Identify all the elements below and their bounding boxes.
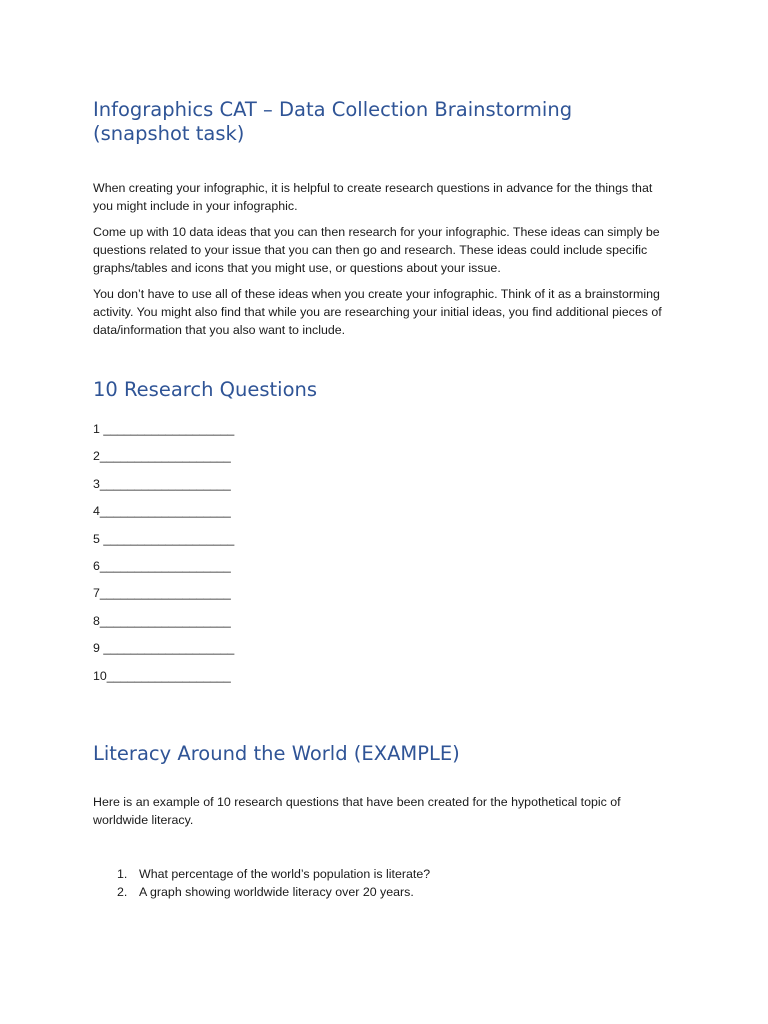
research-question-blank-1: 1 ___________________ <box>93 422 235 436</box>
research-question-blank-6: 6___________________ <box>93 558 231 573</box>
example-intro-paragraph: Here is an example of 10 research questions that have been created for the hypothetical topic of worldwide literacy. <box>93 794 621 827</box>
example-question-text: What percentage of the world’s population is literate? <box>139 866 431 881</box>
research-question-blank-8: 8___________________ <box>93 613 231 628</box>
research-question-blank-5: 5 ___________________ <box>93 531 235 546</box>
research-question-blank-3: 3___________________ <box>93 476 231 491</box>
example-question-number: 1. <box>117 866 128 881</box>
intro-paragraph-1: When creating your infographic, it is helpful to create research questions in advance for the things that you might include in your infographic. <box>93 181 653 213</box>
document-title: Infographics CAT – Data Collection Brainstorming (snapshot task) <box>93 98 573 145</box>
research-questions-list <box>93 420 673 694</box>
document-page <box>93 98 673 901</box>
example-question-number: 2. <box>117 884 128 899</box>
research-question-blank-7: 7___________________ <box>93 586 231 601</box>
intro-paragraph-3: You don’t have to use all of these ideas when you create your infographic. Think of it as a brainstorming activity. You might also find that while you are researching your initial ideas, you find additional pieces of data/information that you also want to include. <box>93 287 662 337</box>
research-question-blank-10: 10__________________ <box>93 668 231 683</box>
example-questions-list <box>93 865 673 901</box>
example-question-2 <box>93 883 673 901</box>
example-heading: Literacy Around the World (EXAMPLE) <box>93 741 460 765</box>
research-question-blank-4: 4___________________ <box>93 504 231 519</box>
example-question-text: A graph showing worldwide literacy over 20 years. <box>139 884 414 899</box>
research-question-blank-9: 9 ___________________ <box>93 641 235 656</box>
intro-paragraph-2: Come up with 10 data ideas that you can then research for your infographic. These ideas can simply be questions related to your issue that you can then go and research. These ideas could include specific graphs/tables and icons that you might use, or questions about your issue. <box>93 225 660 275</box>
example-question-1 <box>93 865 673 883</box>
research-question-blank-2: 2___________________ <box>93 449 231 464</box>
research-questions-heading: 10 Research Questions <box>93 378 318 401</box>
